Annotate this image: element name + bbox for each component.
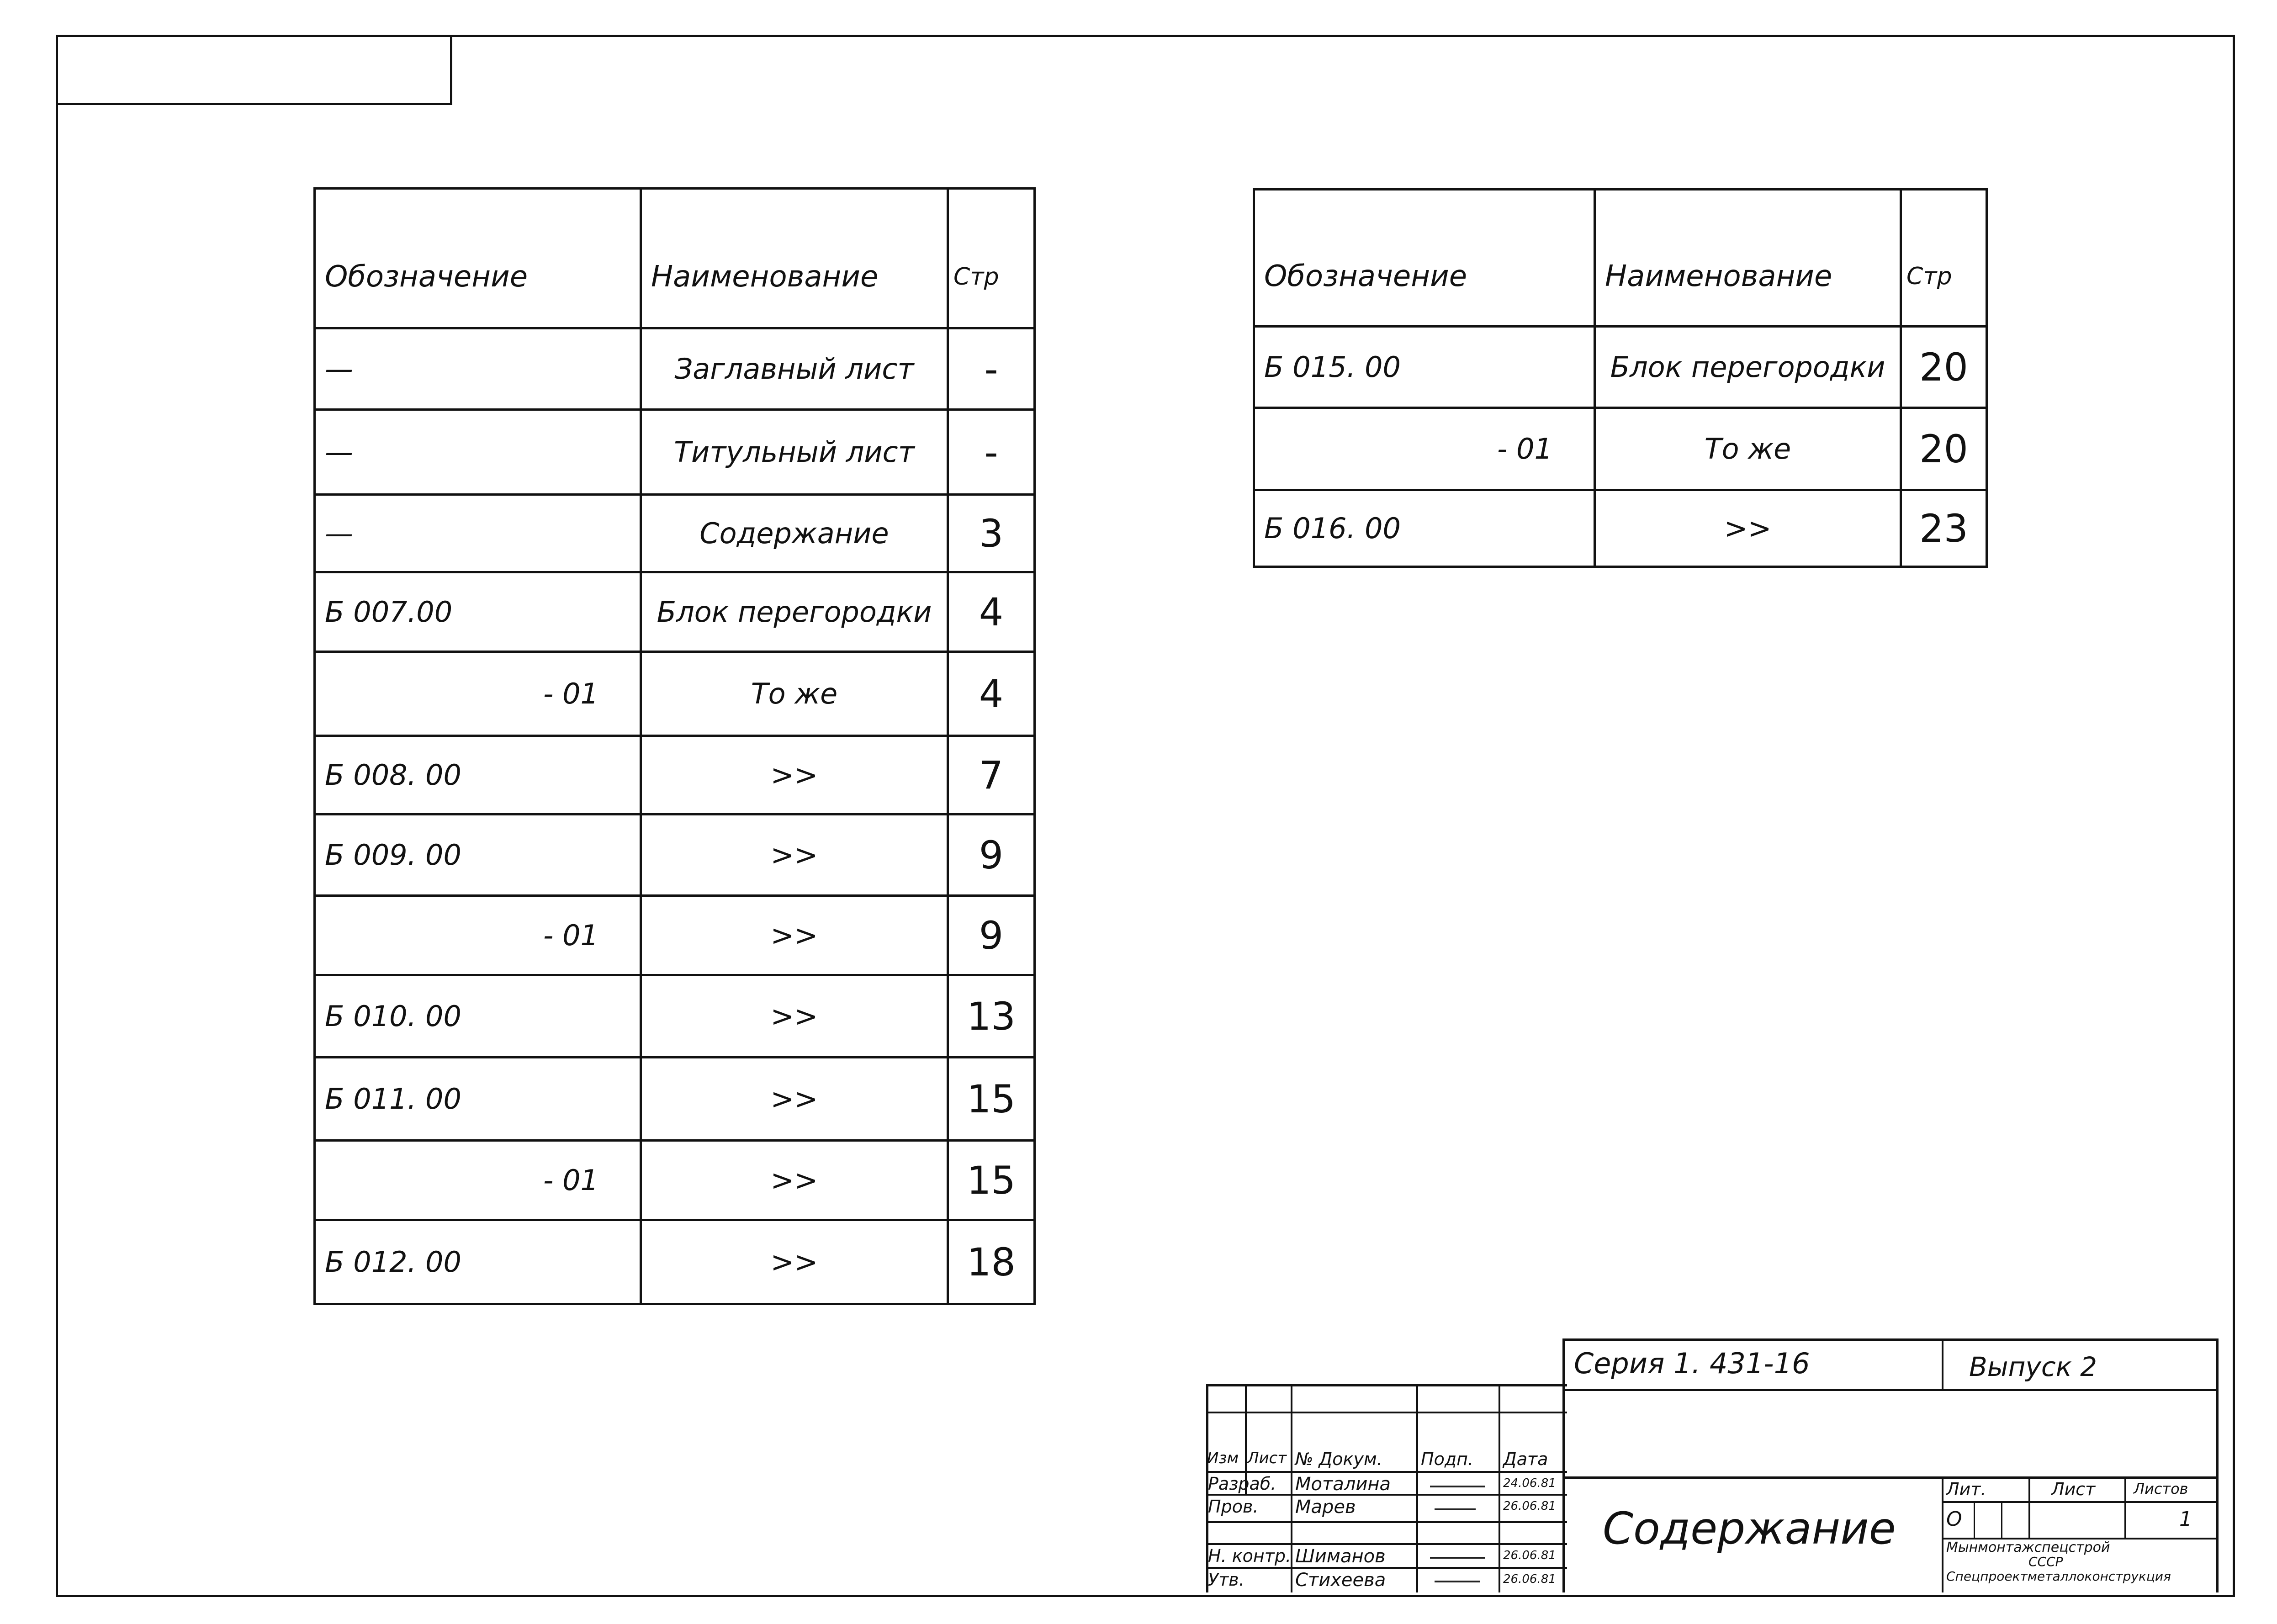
designation-cell: - 01 bbox=[315, 652, 641, 736]
sheets-label: Листов bbox=[2134, 1480, 2188, 1497]
name-approver: Стихеева bbox=[1295, 1570, 1386, 1591]
header-page: Стр bbox=[948, 189, 1035, 328]
sheets-value: 1 bbox=[2179, 1508, 2192, 1531]
col-signature-label: Подп. bbox=[1421, 1449, 1474, 1469]
col-docno-label: № Докум. bbox=[1295, 1449, 1382, 1469]
date-checker: 26.06.81 bbox=[1503, 1499, 1556, 1513]
page-cell: 23 bbox=[1901, 490, 1987, 567]
signature-norm-control bbox=[1430, 1557, 1485, 1559]
organization-line-3: Спецпроектметаллоконструкция bbox=[1946, 1569, 2171, 1584]
designation-cell: — bbox=[315, 410, 641, 495]
table-row bbox=[315, 896, 1035, 975]
table-row bbox=[315, 1141, 1035, 1220]
designation-cell: Б 007.00 bbox=[315, 572, 641, 652]
designation-cell: - 01 bbox=[315, 1141, 641, 1220]
name-cell: >> bbox=[641, 896, 948, 975]
designation-cell: — bbox=[315, 495, 641, 572]
signature-checker bbox=[1435, 1508, 1476, 1510]
name-cell: >> bbox=[641, 1058, 948, 1141]
header-name: Наименование bbox=[641, 189, 948, 328]
table-row bbox=[315, 572, 1035, 652]
name-cell: Блок перегородки bbox=[1595, 327, 1901, 408]
name-cell: Заглавный лист bbox=[641, 328, 948, 410]
designation-cell: Б 009. 00 bbox=[315, 815, 641, 896]
table-row bbox=[315, 495, 1035, 572]
name-developer: Моталина bbox=[1295, 1474, 1391, 1495]
date-norm-control: 26.06.81 bbox=[1503, 1549, 1556, 1562]
signature-developer bbox=[1430, 1486, 1485, 1487]
page-cell: - bbox=[948, 410, 1035, 495]
header-name: Наименование bbox=[1595, 190, 1901, 327]
page-cell: 20 bbox=[1901, 327, 1987, 408]
designation-cell: - 01 bbox=[1254, 408, 1595, 490]
role-norm-control: Н. контр. bbox=[1208, 1546, 1292, 1566]
role-checker: Пров. bbox=[1208, 1497, 1259, 1517]
table-row bbox=[315, 410, 1035, 495]
series-label: Серия 1. 431-16 bbox=[1574, 1347, 1810, 1380]
role-approver: Утв. bbox=[1208, 1570, 1244, 1590]
table-row bbox=[315, 736, 1035, 815]
organization-line-2: СССР bbox=[2028, 1554, 2063, 1569]
designation-cell: - 01 bbox=[315, 896, 641, 975]
header-designation: Обозначение bbox=[315, 189, 641, 328]
page-cell: 4 bbox=[948, 572, 1035, 652]
page-cell: 3 bbox=[948, 495, 1035, 572]
lit-value: О bbox=[1946, 1508, 1962, 1531]
contents-table-right bbox=[1253, 188, 1988, 568]
sheet-label: Лист bbox=[2051, 1479, 2096, 1499]
page-cell: 13 bbox=[948, 975, 1035, 1058]
name-cell: То же bbox=[1595, 408, 1901, 490]
header-designation: Обозначение bbox=[1254, 190, 1595, 327]
table-row bbox=[315, 975, 1035, 1058]
name-cell: >> bbox=[641, 1220, 948, 1304]
table-row bbox=[1254, 327, 1987, 408]
table-row bbox=[315, 328, 1035, 410]
header-page: Стр bbox=[1901, 190, 1987, 327]
page-cell: 9 bbox=[948, 815, 1035, 896]
page-cell: 7 bbox=[948, 736, 1035, 815]
document-title: Содержание bbox=[1603, 1503, 1896, 1554]
col-change-label: Изм bbox=[1207, 1449, 1239, 1467]
page-cell: 15 bbox=[948, 1141, 1035, 1220]
table-row bbox=[315, 652, 1035, 736]
role-developer: Разраб. bbox=[1208, 1474, 1276, 1494]
organization-line-1: Мынмонтажспецстрой bbox=[1946, 1539, 2110, 1555]
issue-label: Выпуск 2 bbox=[1969, 1351, 2097, 1382]
designation-cell: Б 015. 00 bbox=[1254, 327, 1595, 408]
designation-cell: Б 010. 00 bbox=[315, 975, 641, 1058]
lit-label: Лит. bbox=[1946, 1479, 1986, 1499]
table-header-row bbox=[1254, 190, 1987, 327]
designation-cell: Б 008. 00 bbox=[315, 736, 641, 815]
designation-cell: Б 012. 00 bbox=[315, 1220, 641, 1304]
name-cell: >> bbox=[641, 815, 948, 896]
corner-stamp-box bbox=[56, 35, 452, 105]
col-sheet-label: Лист bbox=[1247, 1449, 1287, 1467]
name-cell: Содержание bbox=[641, 495, 948, 572]
signature-approver bbox=[1435, 1581, 1480, 1582]
table-row bbox=[315, 815, 1035, 896]
table-row bbox=[1254, 490, 1987, 567]
table-header-row bbox=[315, 189, 1035, 328]
title-block bbox=[1206, 1338, 2219, 1592]
name-cell: >> bbox=[641, 1141, 948, 1220]
table-row bbox=[1254, 408, 1987, 490]
name-checker: Марев bbox=[1295, 1497, 1356, 1518]
page-cell: 20 bbox=[1901, 408, 1987, 490]
date-approver: 26.06.81 bbox=[1503, 1572, 1556, 1586]
col-date-label: Дата bbox=[1503, 1449, 1548, 1469]
designation-cell: — bbox=[315, 328, 641, 410]
table-row bbox=[315, 1058, 1035, 1141]
designation-cell: Б 011. 00 bbox=[315, 1058, 641, 1141]
designation-cell: Б 016. 00 bbox=[1254, 490, 1595, 567]
name-cell: То же bbox=[641, 652, 948, 736]
name-cell: >> bbox=[641, 736, 948, 815]
contents-table-left bbox=[313, 187, 1036, 1305]
page-cell: 18 bbox=[948, 1220, 1035, 1304]
date-developer: 24.06.81 bbox=[1503, 1476, 1556, 1490]
page-cell: 4 bbox=[948, 652, 1035, 736]
page-cell: 15 bbox=[948, 1058, 1035, 1141]
name-cell: Титульный лист bbox=[641, 410, 948, 495]
name-cell: Блок перегородки bbox=[641, 572, 948, 652]
name-norm-control: Шиманов bbox=[1295, 1546, 1386, 1567]
name-cell: >> bbox=[641, 975, 948, 1058]
page-cell: 9 bbox=[948, 896, 1035, 975]
name-cell: >> bbox=[1595, 490, 1901, 567]
page-cell: - bbox=[948, 328, 1035, 410]
table-row bbox=[315, 1220, 1035, 1304]
